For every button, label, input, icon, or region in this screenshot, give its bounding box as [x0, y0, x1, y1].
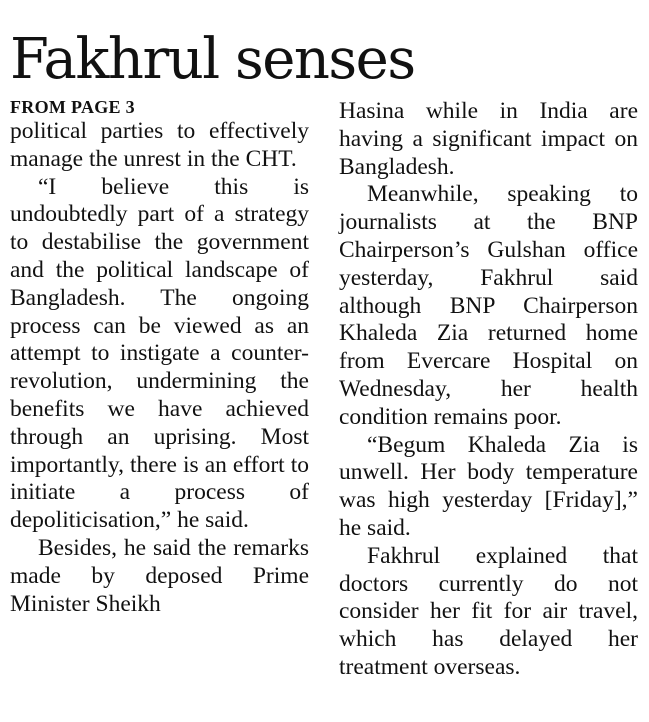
continued-from-label: FROM PAGE 3	[10, 97, 135, 117]
paragraph: “I believe this is undoubtedly part of a strategy to destabilise the government and the political landscape of Bangladesh. The ongoing process can be viewed as an attempt to instigate a counter-revolution, undermining the benefits we have achieved through an uprising. Most importantly, there is an effort to initiate a process of depoliticisation,” he said.	[10, 173, 309, 534]
article-column-right	[339, 96, 638, 682]
paragraph: Hasina while in India are having a significant impact on Bangladesh.	[339, 98, 638, 180]
paragraph: Meanwhile, speaking to journalists at the BNP Chairperson’s Gulshan office yesterday, Fakhrul said although BNP Chairperson Khaleda Zia returned home from Evercare Hospital on Wednesday, her health condition remains poor.	[339, 181, 638, 430]
headline: Fakhrul senses	[10, 27, 415, 92]
paragraph: Fakhrul explained that doctors currently do not consider her fit for air travel, which has delayed her treatment overseas.	[339, 542, 638, 680]
paragraph: “Begum Khaleda Zia is unwell. Her body temperature was high yesterday [Friday],” he said.	[339, 431, 638, 541]
paragraph: political parties to effectively manage the unrest in the CHT.	[10, 118, 309, 172]
paragraph: Besides, he said the remarks made by deposed Prime Minister Sheikh	[10, 534, 309, 617]
article-column-left	[10, 96, 309, 618]
